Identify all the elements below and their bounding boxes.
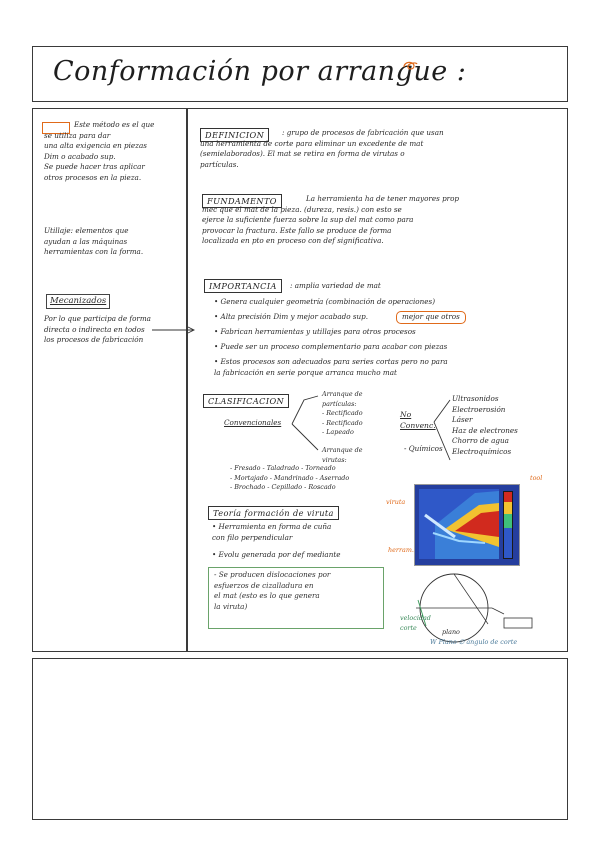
teoria-label: Teoría formación de viruta: [208, 506, 339, 520]
diagram-label-angulo: W Plano ∅ ángulo de corte: [430, 638, 518, 646]
title-box: [32, 46, 568, 102]
arrow-icon: [150, 325, 198, 335]
importancia-label: IMPORTANCIA: [204, 279, 282, 293]
arranque-virutas: Arranque de virutas:: [322, 446, 363, 464]
mecanizados-text: Por lo que participa de forma directa o indirecta en todos los procesos de fabricación: [44, 314, 151, 345]
fundamento-text: La herramienta ha de tener mayores prop mec que el mat de la pieza. (dureza, resis.) con esto se ejerce la suficiente fuerza sobre la sup del mat como para provocar la fractura. Este fallo se produce de forma localizada en pto en proceso con def significativa.: [202, 194, 460, 246]
no-convencional-list: Ultrasonidos Electroerosión Láser Haz de electrones Chorro de agua Electroquímicos: [452, 394, 518, 456]
diagram-label-velocidad: velocidad corte: [400, 614, 431, 632]
simulation-plot: [415, 485, 519, 565]
definicion-label: DEFINICION: [200, 128, 269, 142]
no-convencional-label: No Convenc.: [400, 410, 436, 430]
diagram-label-herramienta: herram.: [388, 546, 414, 554]
branch-brace-icon: [290, 392, 320, 456]
teoria-bullet: • Herramienta en forma de cuña con filo perpendicular: [212, 522, 332, 542]
diagram-label-viruta: viruta: [386, 498, 406, 506]
clasificacion-label: CLASIFICACION: [203, 394, 289, 408]
diagram-label-tool: tool: [530, 474, 543, 482]
importancia-bullet: • Alta precisión Dim y mejor acabado sup.: [214, 312, 369, 321]
page-title: Conformación por arrangue :: [53, 56, 467, 87]
simulation-image: [414, 484, 520, 566]
arranque-particulas: Arranque de partículas: - Rectificado - Rectificado - Lapeado: [322, 390, 363, 436]
teoria-note: - Se producen dislocaciones por esfuerzos de cizalladura en el mat (esto es lo que genera la viruta): [214, 570, 331, 611]
fundamento-label: FUNDAMENTO: [202, 194, 282, 208]
mejor-que-otros-highlight: mejor que otros: [396, 311, 466, 324]
cutting-diagram: [396, 566, 562, 648]
left-note-2: Utillaje: elementos que ayudan a las máquinas herramientas con la forma.: [44, 226, 144, 257]
quimicos-label: - Químicos: [404, 444, 443, 453]
importancia-bullet: • Estos procesos son adecuados para series cortas pero no para la fabricación en serie porque arranca mucho mat: [214, 357, 448, 377]
virutas-list: - Fresado - Taladrado - Torneado - Mortajado - Mandrinado - Aserrado - Brochado - Cepillado - Roscado: [230, 464, 350, 491]
branch-brace-icon: [432, 396, 454, 466]
importancia-bullet: • Fabrican herramientas y utillajes para otros procesos: [214, 327, 416, 336]
importancia-text: : amplia variedad de mat: [290, 281, 381, 290]
importancia-bullet: • Genera cualquier geometría (combinación de operaciones): [214, 297, 436, 306]
definicion-text: : grupo de procesos de fabricación que usan una herramienta de corte para eliminar un excedente de mat (semielaborados). El mat se retira en forma de virutas o partículas.: [200, 128, 444, 169]
left-note-1: Este método es el que se utiliza para dar una alta exigencia en piezas Dim o acabado sup. Se puede hacer tras aplicar otros procesos en la pieza.: [44, 120, 155, 182]
convencionales-label: Convencionales: [224, 418, 282, 427]
importancia-bullet: • Puede ser un proceso complementario para acabar con piezas: [214, 342, 448, 351]
diagram-label-plano: plano: [442, 628, 460, 636]
summary-box[interactable]: [32, 658, 568, 820]
teoria-bullet: • Evolu generada por def mediante: [212, 550, 341, 559]
column-divider: [186, 108, 188, 652]
mecanizados-label: Mecanizados: [46, 294, 110, 309]
swirl-doodle-icon: [401, 59, 419, 73]
